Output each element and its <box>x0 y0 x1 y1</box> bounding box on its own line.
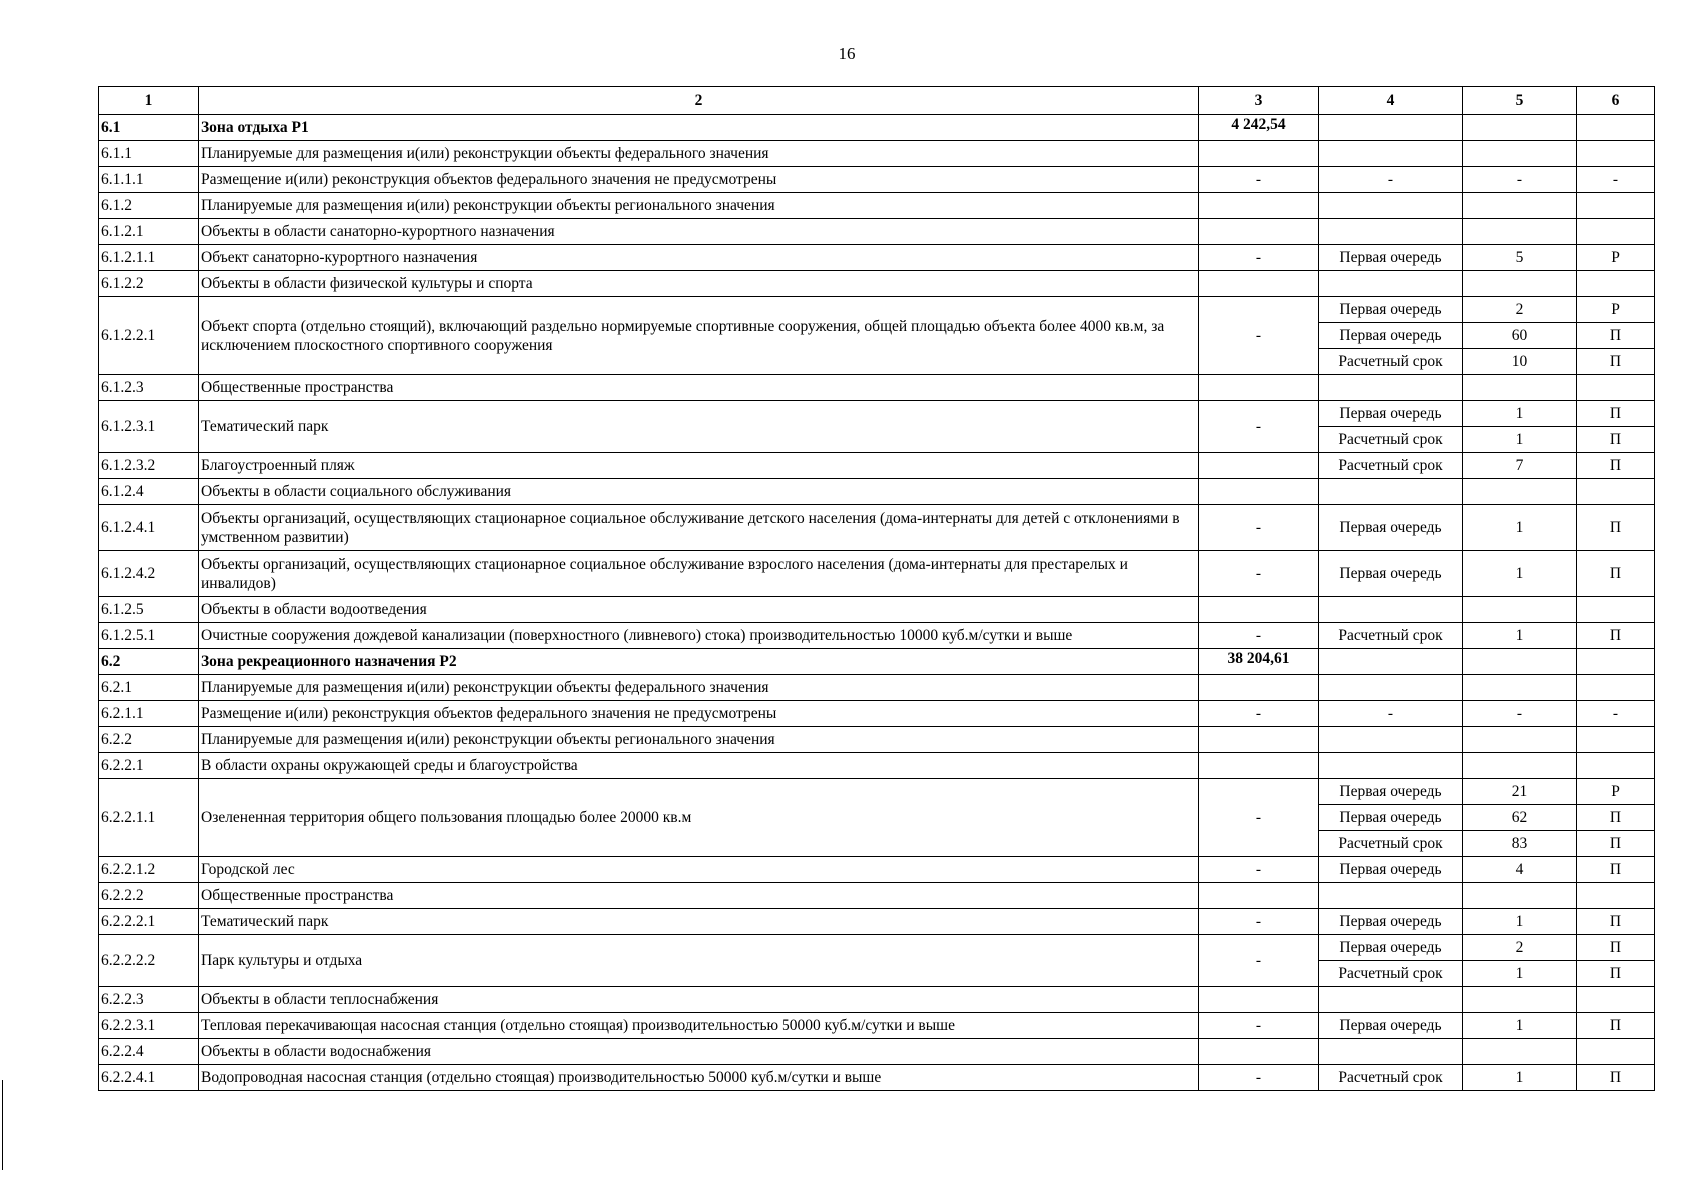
row-status-cell <box>1577 219 1655 245</box>
row-stage-cell <box>1319 987 1463 1013</box>
row-status-cell <box>1577 271 1655 297</box>
row-stage-cell: Первая очередь <box>1319 245 1463 271</box>
row-status-cell <box>1577 141 1655 167</box>
row-stage-cell: Первая очередь <box>1319 551 1463 597</box>
table-row <box>99 701 1655 727</box>
table-row <box>99 115 1655 141</box>
row-code-cell: 6.2.2.2.1 <box>99 909 199 935</box>
row-count-cell <box>1463 883 1577 909</box>
row-area-cell <box>1199 141 1319 167</box>
row-name-cell: Планируемые для размещения и(или) реконструкции объекты регионального значения <box>199 193 1199 219</box>
row-status-cell: Р <box>1577 245 1655 271</box>
row-name-cell: Городской лес <box>199 857 1199 883</box>
table-row <box>99 883 1655 909</box>
row-count-cell <box>1463 753 1577 779</box>
row-stage-cell: Первая очередь <box>1319 505 1463 551</box>
row-status-cell: П <box>1577 1065 1655 1091</box>
row-stage-cell: Первая очередь <box>1319 935 1463 961</box>
row-area-cell: - <box>1199 623 1319 649</box>
row-count-cell: 1 <box>1463 551 1577 597</box>
row-name-cell: Размещение и(или) реконструкция объектов федерального значения не предусмотрены <box>199 167 1199 193</box>
row-count-cell <box>1463 141 1577 167</box>
row-stage-cell: Первая очередь <box>1319 779 1463 805</box>
row-count-cell: 1 <box>1463 623 1577 649</box>
row-stage-cell <box>1319 727 1463 753</box>
row-count-cell: 2 <box>1463 297 1577 323</box>
row-status-cell <box>1577 375 1655 401</box>
row-count-cell <box>1463 727 1577 753</box>
row-area-cell: 38 204,61 <box>1199 649 1319 675</box>
table-row <box>99 987 1655 1013</box>
header-cell-5: 5 <box>1463 87 1577 115</box>
row-status-cell: П <box>1577 1013 1655 1039</box>
row-count-cell <box>1463 219 1577 245</box>
margin-line <box>2 1080 3 1170</box>
row-count-cell <box>1463 375 1577 401</box>
row-status-cell <box>1577 193 1655 219</box>
row-code-cell: 6.2.2.1.2 <box>99 857 199 883</box>
row-name-cell: Планируемые для размещения и(или) реконструкции объекты регионального значения <box>199 727 1199 753</box>
table-row <box>99 779 1655 805</box>
row-status-cell: П <box>1577 805 1655 831</box>
row-count-cell: 1 <box>1463 1013 1577 1039</box>
row-count-cell: 1 <box>1463 505 1577 551</box>
row-area-cell: - <box>1199 1065 1319 1091</box>
row-area-cell: - <box>1199 779 1319 857</box>
row-name-cell: Объекты в области водоотведения <box>199 597 1199 623</box>
row-name-cell: Планируемые для размещения и(или) реконструкции объекты федерального значения <box>199 675 1199 701</box>
row-stage-cell <box>1319 141 1463 167</box>
row-count-cell <box>1463 271 1577 297</box>
row-code-cell: 6.1.2.5 <box>99 597 199 623</box>
row-code-cell: 6.2 <box>99 649 199 675</box>
row-count-cell: 1 <box>1463 427 1577 453</box>
row-count-cell: 1 <box>1463 401 1577 427</box>
row-count-cell <box>1463 193 1577 219</box>
row-count-cell <box>1463 675 1577 701</box>
header-cell-6: 6 <box>1577 87 1655 115</box>
row-area-cell: - <box>1199 401 1319 453</box>
table-row <box>99 1065 1655 1091</box>
row-area-cell <box>1199 883 1319 909</box>
row-count-cell <box>1463 597 1577 623</box>
row-code-cell: 6.1.2 <box>99 193 199 219</box>
row-status-cell <box>1577 987 1655 1013</box>
row-status-cell <box>1577 649 1655 675</box>
row-name-cell: В области охраны окружающей среды и благоустройства <box>199 753 1199 779</box>
row-stage-cell: Первая очередь <box>1319 805 1463 831</box>
table-row <box>99 375 1655 401</box>
row-code-cell: 6.1.2.2 <box>99 271 199 297</box>
row-name-cell: Общественные пространства <box>199 375 1199 401</box>
table-row <box>99 623 1655 649</box>
row-code-cell: 6.1.2.4.2 <box>99 551 199 597</box>
row-count-cell: 60 <box>1463 323 1577 349</box>
row-stage-cell: Первая очередь <box>1319 1013 1463 1039</box>
row-area-cell: - <box>1199 167 1319 193</box>
row-area-cell <box>1199 987 1319 1013</box>
row-name-cell: Тепловая перекачивающая насосная станция (отдельно стоящая) производительностью 50000 куб.м/сутки и выше <box>199 1013 1199 1039</box>
row-area-cell <box>1199 193 1319 219</box>
table-row <box>99 753 1655 779</box>
row-stage-cell <box>1319 375 1463 401</box>
row-code-cell: 6.1.2.5.1 <box>99 623 199 649</box>
row-stage-cell: Первая очередь <box>1319 297 1463 323</box>
row-count-cell: 1 <box>1463 909 1577 935</box>
row-count-cell <box>1463 1039 1577 1065</box>
row-name-cell: Благоустроенный пляж <box>199 453 1199 479</box>
row-stage-cell: Расчетный срок <box>1319 427 1463 453</box>
row-name-cell: Объекты в области водоснабжения <box>199 1039 1199 1065</box>
row-code-cell: 6.1.2.3.2 <box>99 453 199 479</box>
row-status-cell: - <box>1577 701 1655 727</box>
table-row <box>99 1013 1655 1039</box>
row-area-cell <box>1199 219 1319 245</box>
row-code-cell: 6.2.1 <box>99 675 199 701</box>
row-code-cell: 6.2.2.4.1 <box>99 1065 199 1091</box>
header-cell-4: 4 <box>1319 87 1463 115</box>
row-status-cell: - <box>1577 167 1655 193</box>
header-cell-2: 2 <box>199 87 1199 115</box>
table-row <box>99 167 1655 193</box>
row-name-cell: Объекты организаций, осуществляющих стационарное социальное обслуживание детского населения (дома-интернаты для детей с отклонениями в умственном развитии) <box>199 505 1199 551</box>
row-name-cell: Размещение и(или) реконструкция объектов федерального значения не предусмотрены <box>199 701 1199 727</box>
table-row <box>99 935 1655 961</box>
row-stage-cell <box>1319 649 1463 675</box>
table-row <box>99 649 1655 675</box>
row-stage-cell: Первая очередь <box>1319 909 1463 935</box>
row-status-cell <box>1577 883 1655 909</box>
table-row <box>99 401 1655 427</box>
row-area-cell: - <box>1199 1013 1319 1039</box>
header-cell-1: 1 <box>99 87 199 115</box>
header-row <box>99 87 1655 115</box>
row-count-cell: 5 <box>1463 245 1577 271</box>
row-area-cell <box>1199 753 1319 779</box>
row-area-cell <box>1199 675 1319 701</box>
row-count-cell: 1 <box>1463 1065 1577 1091</box>
row-code-cell: 6.2.2 <box>99 727 199 753</box>
row-count-cell: 7 <box>1463 453 1577 479</box>
row-stage-cell: Расчетный срок <box>1319 453 1463 479</box>
row-status-cell: П <box>1577 323 1655 349</box>
row-code-cell: 6.1.2.2.1 <box>99 297 199 375</box>
row-stage-cell <box>1319 219 1463 245</box>
row-status-cell: П <box>1577 453 1655 479</box>
row-stage-cell: Первая очередь <box>1319 401 1463 427</box>
row-count-cell: 10 <box>1463 349 1577 375</box>
row-count-cell <box>1463 115 1577 141</box>
row-area-cell: - <box>1199 909 1319 935</box>
row-code-cell: 6.1.2.1 <box>99 219 199 245</box>
row-count-cell <box>1463 479 1577 505</box>
row-name-cell: Планируемые для размещения и(или) реконструкции объекты федерального значения <box>199 141 1199 167</box>
row-code-cell: 6.1.2.3.1 <box>99 401 199 453</box>
table-row <box>99 675 1655 701</box>
row-count-cell: 83 <box>1463 831 1577 857</box>
row-code-cell: 6.2.2.1 <box>99 753 199 779</box>
row-stage-cell: Расчетный срок <box>1319 831 1463 857</box>
table-row <box>99 479 1655 505</box>
row-area-cell <box>1199 1039 1319 1065</box>
row-stage-cell <box>1319 675 1463 701</box>
row-name-cell: Объект спорта (отдельно стоящий), включающий раздельно нормируемые спортивные сооружения, общей площадью объекта более 4000 кв.м, за исключением плоскостного спортивного сооружения <box>199 297 1199 375</box>
row-stage-cell <box>1319 479 1463 505</box>
row-stage-cell: Расчетный срок <box>1319 349 1463 375</box>
table-body <box>99 115 1655 1091</box>
table-row <box>99 505 1655 551</box>
row-code-cell: 6.1.2.4 <box>99 479 199 505</box>
row-status-cell: П <box>1577 961 1655 987</box>
row-status-cell: П <box>1577 551 1655 597</box>
row-stage-cell: Расчетный срок <box>1319 961 1463 987</box>
row-area-cell: - <box>1199 701 1319 727</box>
table-row <box>99 297 1655 323</box>
row-stage-cell <box>1319 883 1463 909</box>
row-stage-cell: - <box>1319 167 1463 193</box>
row-name-cell: Тематический парк <box>199 401 1199 453</box>
row-stage-cell: Расчетный срок <box>1319 1065 1463 1091</box>
row-count-cell <box>1463 987 1577 1013</box>
row-name-cell: Общественные пространства <box>199 883 1199 909</box>
row-name-cell: Объекты в области санаторно-курортного назначения <box>199 219 1199 245</box>
row-name-cell: Очистные сооружения дождевой канализации (поверхностного (ливневого) стока) производительностью 10000 куб.м/сутки и выше <box>199 623 1199 649</box>
row-area-cell: - <box>1199 297 1319 375</box>
row-status-cell: П <box>1577 623 1655 649</box>
row-name-cell: Объект санаторно-курортного назначения <box>199 245 1199 271</box>
row-code-cell: 6.1.2.1.1 <box>99 245 199 271</box>
row-status-cell: П <box>1577 831 1655 857</box>
row-stage-cell <box>1319 1039 1463 1065</box>
row-stage-cell <box>1319 271 1463 297</box>
row-code-cell: 6.1 <box>99 115 199 141</box>
row-area-cell <box>1199 479 1319 505</box>
row-name-cell: Парк культуры и отдыха <box>199 935 1199 987</box>
row-status-cell <box>1577 753 1655 779</box>
table-row <box>99 727 1655 753</box>
row-name-cell: Водопроводная насосная станция (отдельно стоящая) производительностью 50000 куб.м/сутки и выше <box>199 1065 1199 1091</box>
page-number: 16 <box>838 44 856 63</box>
row-count-cell: 21 <box>1463 779 1577 805</box>
row-name-cell: Объекты в области социального обслуживания <box>199 479 1199 505</box>
row-code-cell: 6.1.1 <box>99 141 199 167</box>
row-code-cell: 6.2.2.3 <box>99 987 199 1013</box>
table-row <box>99 141 1655 167</box>
row-status-cell <box>1577 675 1655 701</box>
row-name-cell: Зона отдыха Р1 <box>199 115 1199 141</box>
row-area-cell: - <box>1199 551 1319 597</box>
row-code-cell: 6.2.2.4 <box>99 1039 199 1065</box>
row-count-cell: 2 <box>1463 935 1577 961</box>
row-area-cell: - <box>1199 857 1319 883</box>
row-status-cell <box>1577 1039 1655 1065</box>
table-row <box>99 909 1655 935</box>
header-cell-3: 3 <box>1199 87 1319 115</box>
row-stage-cell: Расчетный срок <box>1319 623 1463 649</box>
row-area-cell <box>1199 271 1319 297</box>
row-name-cell: Объекты в области теплоснабжения <box>199 987 1199 1013</box>
table-row <box>99 551 1655 597</box>
row-status-cell <box>1577 479 1655 505</box>
row-area-cell: - <box>1199 505 1319 551</box>
row-code-cell: 6.1.2.4.1 <box>99 505 199 551</box>
row-status-cell: Р <box>1577 297 1655 323</box>
row-status-cell <box>1577 115 1655 141</box>
row-status-cell <box>1577 597 1655 623</box>
row-stage-cell <box>1319 115 1463 141</box>
row-name-cell: Объекты организаций, осуществляющих стационарное социальное обслуживание взрослого населения (дома-интернаты для престарелых и инвалидов) <box>199 551 1199 597</box>
row-code-cell: 6.2.2.3.1 <box>99 1013 199 1039</box>
row-status-cell <box>1577 727 1655 753</box>
row-status-cell: П <box>1577 427 1655 453</box>
row-stage-cell <box>1319 753 1463 779</box>
row-area-cell <box>1199 375 1319 401</box>
row-count-cell: - <box>1463 167 1577 193</box>
table-row <box>99 453 1655 479</box>
row-name-cell: Тематический парк <box>199 909 1199 935</box>
row-stage-cell: - <box>1319 701 1463 727</box>
row-name-cell: Зона рекреационного назначения Р2 <box>199 649 1199 675</box>
row-count-cell: 62 <box>1463 805 1577 831</box>
row-area-cell <box>1199 597 1319 623</box>
row-status-cell: П <box>1577 909 1655 935</box>
row-status-cell: П <box>1577 505 1655 551</box>
row-name-cell: Объекты в области физической культуры и спорта <box>199 271 1199 297</box>
row-name-cell: Озелененная территория общего пользования площадью более 20000 кв.м <box>199 779 1199 857</box>
row-code-cell: 6.2.2.2.2 <box>99 935 199 987</box>
row-code-cell: 6.1.2.3 <box>99 375 199 401</box>
table-row <box>99 193 1655 219</box>
row-code-cell: 6.2.1.1 <box>99 701 199 727</box>
row-count-cell: - <box>1463 701 1577 727</box>
row-area-cell <box>1199 727 1319 753</box>
table-row <box>99 245 1655 271</box>
row-stage-cell: Первая очередь <box>1319 857 1463 883</box>
table-row <box>99 271 1655 297</box>
row-stage-cell <box>1319 193 1463 219</box>
table-row <box>99 219 1655 245</box>
row-status-cell: П <box>1577 349 1655 375</box>
row-area-cell: - <box>1199 245 1319 271</box>
row-area-cell: 4 242,54 <box>1199 115 1319 141</box>
row-area-cell <box>1199 453 1319 479</box>
row-status-cell: Р <box>1577 779 1655 805</box>
row-stage-cell: Первая очередь <box>1319 323 1463 349</box>
table-row <box>99 597 1655 623</box>
row-count-cell: 1 <box>1463 961 1577 987</box>
row-area-cell: - <box>1199 935 1319 987</box>
row-count-cell <box>1463 649 1577 675</box>
row-code-cell: 6.2.2.1.1 <box>99 779 199 857</box>
table-row <box>99 1039 1655 1065</box>
row-count-cell: 4 <box>1463 857 1577 883</box>
row-code-cell: 6.1.1.1 <box>99 167 199 193</box>
row-status-cell: П <box>1577 857 1655 883</box>
row-status-cell: П <box>1577 401 1655 427</box>
table-row <box>99 857 1655 883</box>
row-status-cell: П <box>1577 935 1655 961</box>
planning-table <box>98 86 1655 1091</box>
row-code-cell: 6.2.2.2 <box>99 883 199 909</box>
row-stage-cell <box>1319 597 1463 623</box>
